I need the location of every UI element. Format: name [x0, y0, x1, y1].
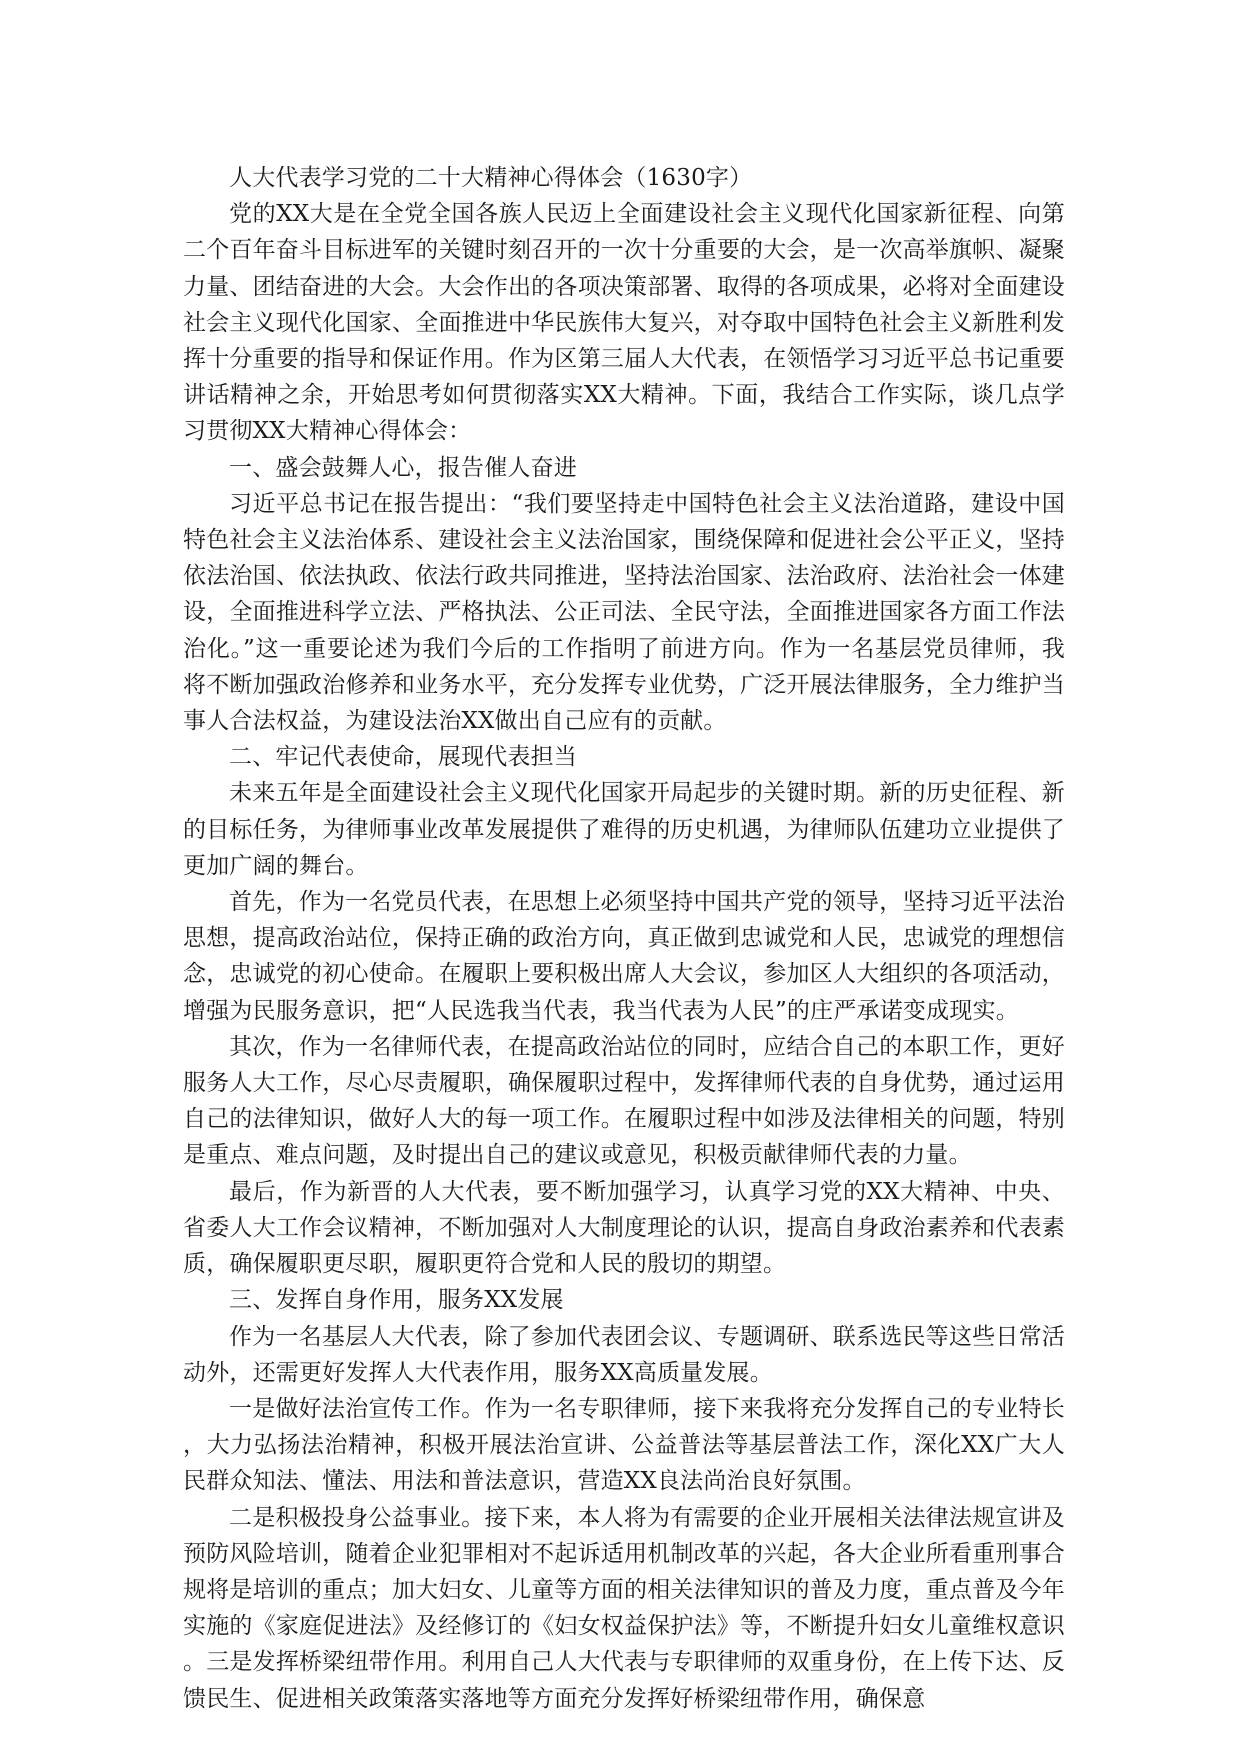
section-heading-2: 二、牢记代表使命，展现代表担当 [229, 744, 577, 771]
section-heading-3: 三、发挥自身作用，服务XX发展 [229, 1287, 564, 1314]
paragraph: 未来五年是全面建设社会主义现代化国家开局起步的关键时期。新的历史征程、新的目标任务，为律师事业改革发展提供了难得的历史机遇，为律师队伍建功立业提供了更加广阔的舞台。 [183, 780, 1065, 879]
paragraph: 作为一名基层人大代表，除了参加代表团会议、专题调研、联系选民等这些日常活动外，还需更好发挥人大代表作用，服务XX高质量发展。 [183, 1323, 1065, 1386]
paragraph: 一是做好法治宣传工作。作为一名专职律师，接下来我将充分发挥自己的专业特长，大力弘扬法治精神，积极开展法治宣讲、公益普法等基层普法工作，深化XX广大人民群众知法、懂法、用法和普法意识，营造XX良法尚治良好氛围。 [183, 1395, 1065, 1495]
document-body [183, 160, 1065, 1717]
document-title: 人大代表学习党的二十大精神心得体会（1630字） [229, 165, 753, 191]
paragraph: 首先，作为一名党员代表，在思想上必须坚持中国共产党的领导，坚持习近平法治思想，提高政治站位，保持正确的政治方向，真正做到忠诚党和人民，忠诚党的理想信念，忠诚党的初心使命。在履职上要积极出席人大会议，参加区人大组织的各项活动，增强为民服务意识，把“人民选我当代表，我当代表为人民”的庄严承诺变成现实。 [183, 889, 1065, 1024]
paragraph-intro: 党的XX大是在全党全国各族人民迈上全面建设社会主义现代化国家新征程、向第二个百年奋斗目标进军的关键时刻召开的一次十分重要的大会，是一次高举旗帜、凝聚力量、团结奋进的大会。大会作出的各项决策部署、取得的各项成果，必将对全面建设社会主义现代化国家、全面推进中华民族伟大复兴，对夺取中国特色社会主义新胜利发挥十分重要的指导和保证作用。作为区第三届人大代表，在领悟学习习近平总书记重要讲话精神之余，开始思考如何贯彻落实XX大精神。下面，我结合工作实际，谈几点学习贯彻XX大精神心得体会： [183, 201, 1065, 445]
paragraph: 其次，作为一名律师代表，在提高政治站位的同时，应结合自己的本职工作，更好服务人大工作，尽心尽责履职，确保履职过程中，发挥律师代表的自身优势，通过运用自己的法律知识，做好人大的每一项工作。在履职过程中如涉及法律相关的问题，特别是重点、难点问题，及时提出自己的建议或意见，积极贡献律师代表的力量。 [183, 1033, 1065, 1169]
paragraph: 习近平总书记在报告提出：“我们要坚持走中国特色社会主义法治道路，建设中国特色社会主义法治体系、建设社会主义法治国家，围绕保障和促进社会公平正义，坚持依法治国、依法执政、依法行政共同推进，坚持法治国家、法治政府、法治社会一体建设，全面推进科学立法、严格执法、公正司法、全民守法，全面推进国家各方面工作法治化。”这一重要论述为我们今后的工作指明了前进方向。作为一名基层党员律师，我将不断加强政治修养和业务水平，充分发挥专业优势，广泛开展法律服务，全力维护当事人合法权益，为建设法治XX做出自己应有的贡献。 [183, 490, 1065, 735]
paragraph: 二是积极投身公益事业。接下来，本人将为有需要的企业开展相关法律法规宣讲及预防风险培训，随着企业犯罪相对不起诉适用机制改革的兴起，各大企业所看重刑事合规将是培训的重点；加大妇女、儿童等方面的相关法律知识的普及力度，重点普及今年实施的《家庭促进法》及经修订的《妇女权益保护法》等，不断提升妇女儿童维权意识。三是发挥桥梁纽带作用。利用自己人大代表与专职律师的双重身份，在上传下达、反馈民生、促进相关政策落实落地等方面充分发挥好桥梁纽带作用，确保意 [183, 1504, 1065, 1712]
paragraph: 最后，作为新晋的人大代表，要不断加强学习，认真学习党的XX大精神、中央、省委人大工作会议精神，不断加强对人大制度理论的认识，提高自身政治素养和代表素质，确保履职更尽职，履职更符合党和人民的殷切的期望。 [183, 1178, 1065, 1278]
section-heading-1: 一、盛会鼓舞人心，报告催人奋进 [229, 454, 577, 481]
